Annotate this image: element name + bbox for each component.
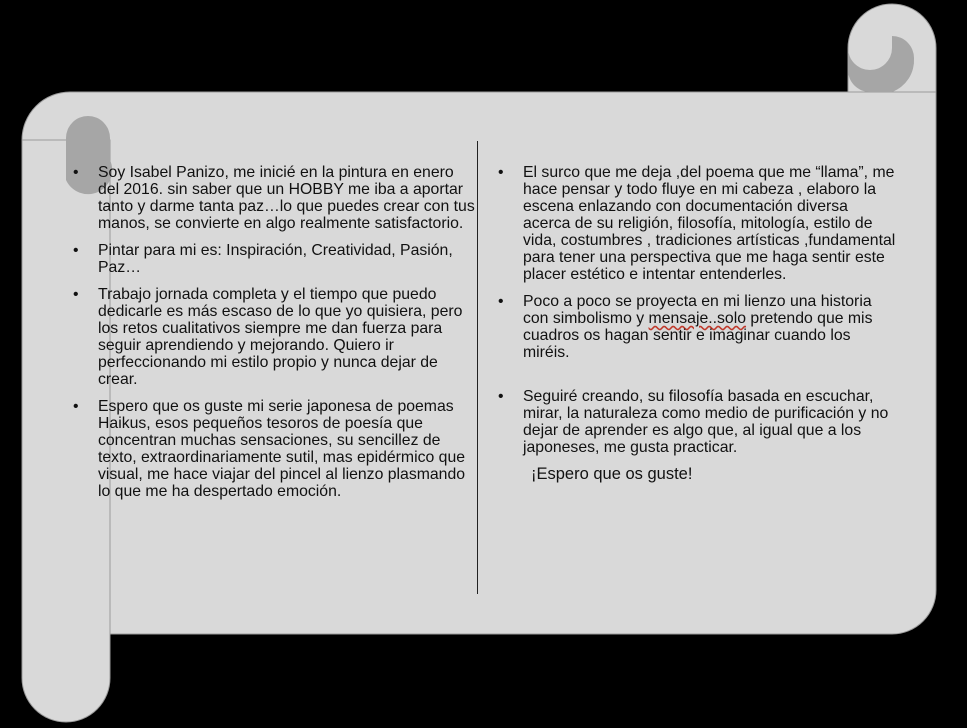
bullet: •	[73, 242, 79, 259]
paragraph-text: Soy Isabel Panizo, me inicié en la pintura en enero del 2016. sin saber que un HOBBY me iba a aportar tanto y darme tanta paz…lo que puedes crear con tus manos, se convierte en algo realmente satisfactorio.	[98, 164, 475, 232]
left-column	[73, 164, 478, 510]
paragraph-text: Pintar para mi es: Inspiración, Creatividad, Pasión, Paz…	[98, 242, 453, 276]
bullet: •	[498, 388, 504, 405]
bullet: •	[73, 286, 79, 303]
bullet: •	[73, 398, 79, 415]
list-item	[73, 242, 478, 276]
paragraph-text: Trabajo jornada completa y el tiempo que puedo dedicarle es más escaso de lo que yo quisiera, pero los retos cualitativos siempre me dan fuerza para seguir aprendiendo y mejorando. Quiero ir perfeccionando mi estilo propio y nunca dejar de crear.	[98, 286, 463, 388]
paragraph-text: Espero que os guste mi serie japonesa de poemas Haikus, esos pequeños tesoros de poesía que concentran muchas sensaciones, su sencillez de texto, extraordinariamente sutil, mas epidérmico que visual, me hace viajar del pincel al lienzo plasmando lo que me ha despertado emoción.	[98, 398, 466, 500]
list-item	[73, 164, 478, 232]
bullet: •	[73, 164, 79, 181]
list-item	[498, 293, 898, 361]
paragraph-text: Seguiré creando, su filosofía basada en escuchar, mirar, la naturaleza como medio de purificación y no dejar de aprender es algo que, al igual que a los japoneses, me gusta practicar.	[523, 388, 889, 456]
spellcheck-underlined-word: mensaje..solo	[648, 310, 747, 327]
paragraph-text: El surco que me deja ,del poema que me “llama”, me hace pensar y todo fluye en mi cabeza , elaboro la escena enlazando con documentación diversa acerca de su religión, filosofía, mitología, estilo de vida, costumbres , tradiciones artísticas ,fundamental para tener una perspectiva que me haga sentir este placer estético e intentar entenderles.	[523, 164, 896, 283]
right-column	[498, 164, 898, 483]
list-item	[73, 398, 478, 500]
list-item	[73, 286, 478, 388]
list-item	[498, 388, 898, 456]
paragraph-text-end: pretendo que mis cuadros os hagan sentir e imaginar cuando los miréis.	[523, 310, 873, 361]
list-item	[498, 164, 898, 283]
bullet: •	[498, 293, 504, 310]
paragraph-text-start: Poco a poco se proyecta en mi lienzo una historia con simbolismo y	[523, 293, 872, 327]
bullet: •	[498, 164, 504, 181]
closing-text: ¡Espero que os guste!	[531, 465, 693, 483]
